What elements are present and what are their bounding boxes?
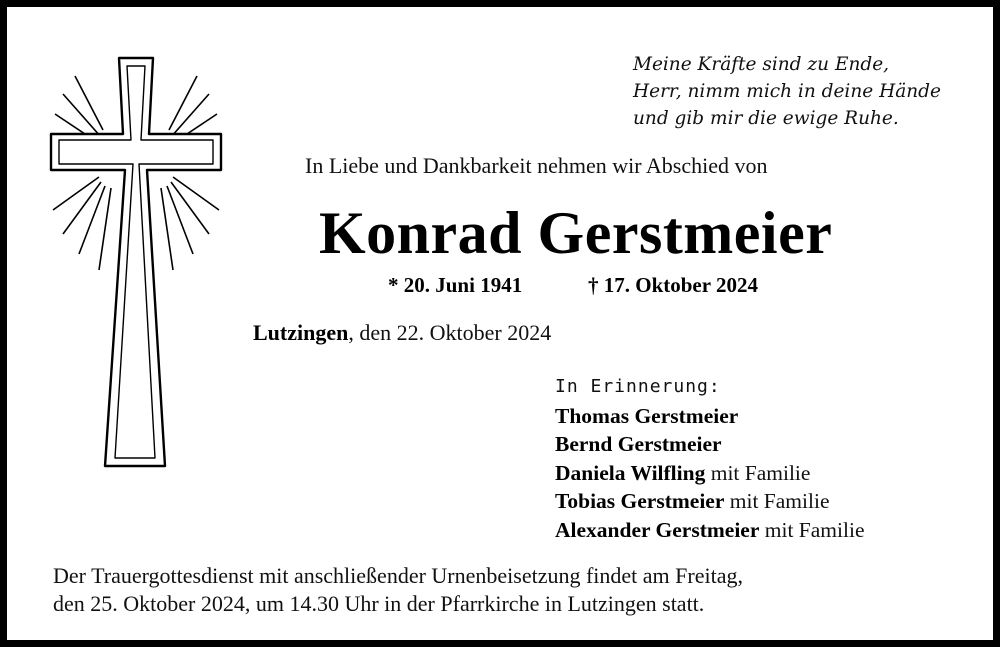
place-date: , den 22. Oktober 2024 bbox=[348, 320, 552, 345]
verse-line: und gib mir die ewige Ruhe. bbox=[633, 108, 899, 129]
mourner-suffix: mit Familie bbox=[759, 517, 865, 542]
mourner-row bbox=[555, 402, 865, 431]
mourner-name: Bernd Gerstmeier bbox=[555, 432, 722, 456]
mourner-suffix: mit Familie bbox=[705, 460, 811, 485]
mourner-row bbox=[555, 487, 865, 516]
mourners-heading: In Erinnerung: bbox=[555, 376, 721, 397]
deceased-name: Konrad Gerstmeier bbox=[319, 200, 833, 266]
death-date: † 17. Oktober 2024 bbox=[588, 273, 758, 297]
place-town: Lutzingen bbox=[253, 320, 349, 345]
mourner-row bbox=[555, 459, 865, 488]
mourners-list bbox=[555, 373, 865, 544]
mourner-name: Thomas Gerstmeier bbox=[555, 403, 739, 428]
mourner-suffix: mit Familie bbox=[724, 489, 830, 513]
verse-line: Herr, nimm mich in deine Hände bbox=[633, 81, 941, 102]
place-and-date bbox=[253, 320, 551, 346]
intro-text: In Liebe und Dankbarkeit nehmen wir Abschied von bbox=[305, 153, 768, 178]
mourner-name: Tobias Gerstmeier bbox=[555, 489, 725, 513]
verse-line: Meine Kräfte sind zu Ende, bbox=[633, 54, 890, 75]
mourner-row bbox=[555, 516, 865, 545]
verse bbox=[633, 51, 983, 132]
funeral-info bbox=[53, 562, 973, 618]
funeral-line: Der Trauergottesdienst mit anschließender Urnenbeisetzung findet am Freitag, bbox=[53, 563, 743, 588]
mourner-name: Alexander Gerstmeier bbox=[555, 517, 760, 542]
mourner-name: Daniela Wilfling bbox=[555, 460, 706, 485]
mourner-row bbox=[555, 430, 865, 459]
birth-date: * 20. Juni 1941 bbox=[388, 273, 523, 297]
cross-icon bbox=[41, 42, 231, 472]
funeral-line: den 25. Oktober 2024, um 14.30 Uhr in der Pfarrkirche in Lutzingen statt. bbox=[53, 591, 705, 616]
